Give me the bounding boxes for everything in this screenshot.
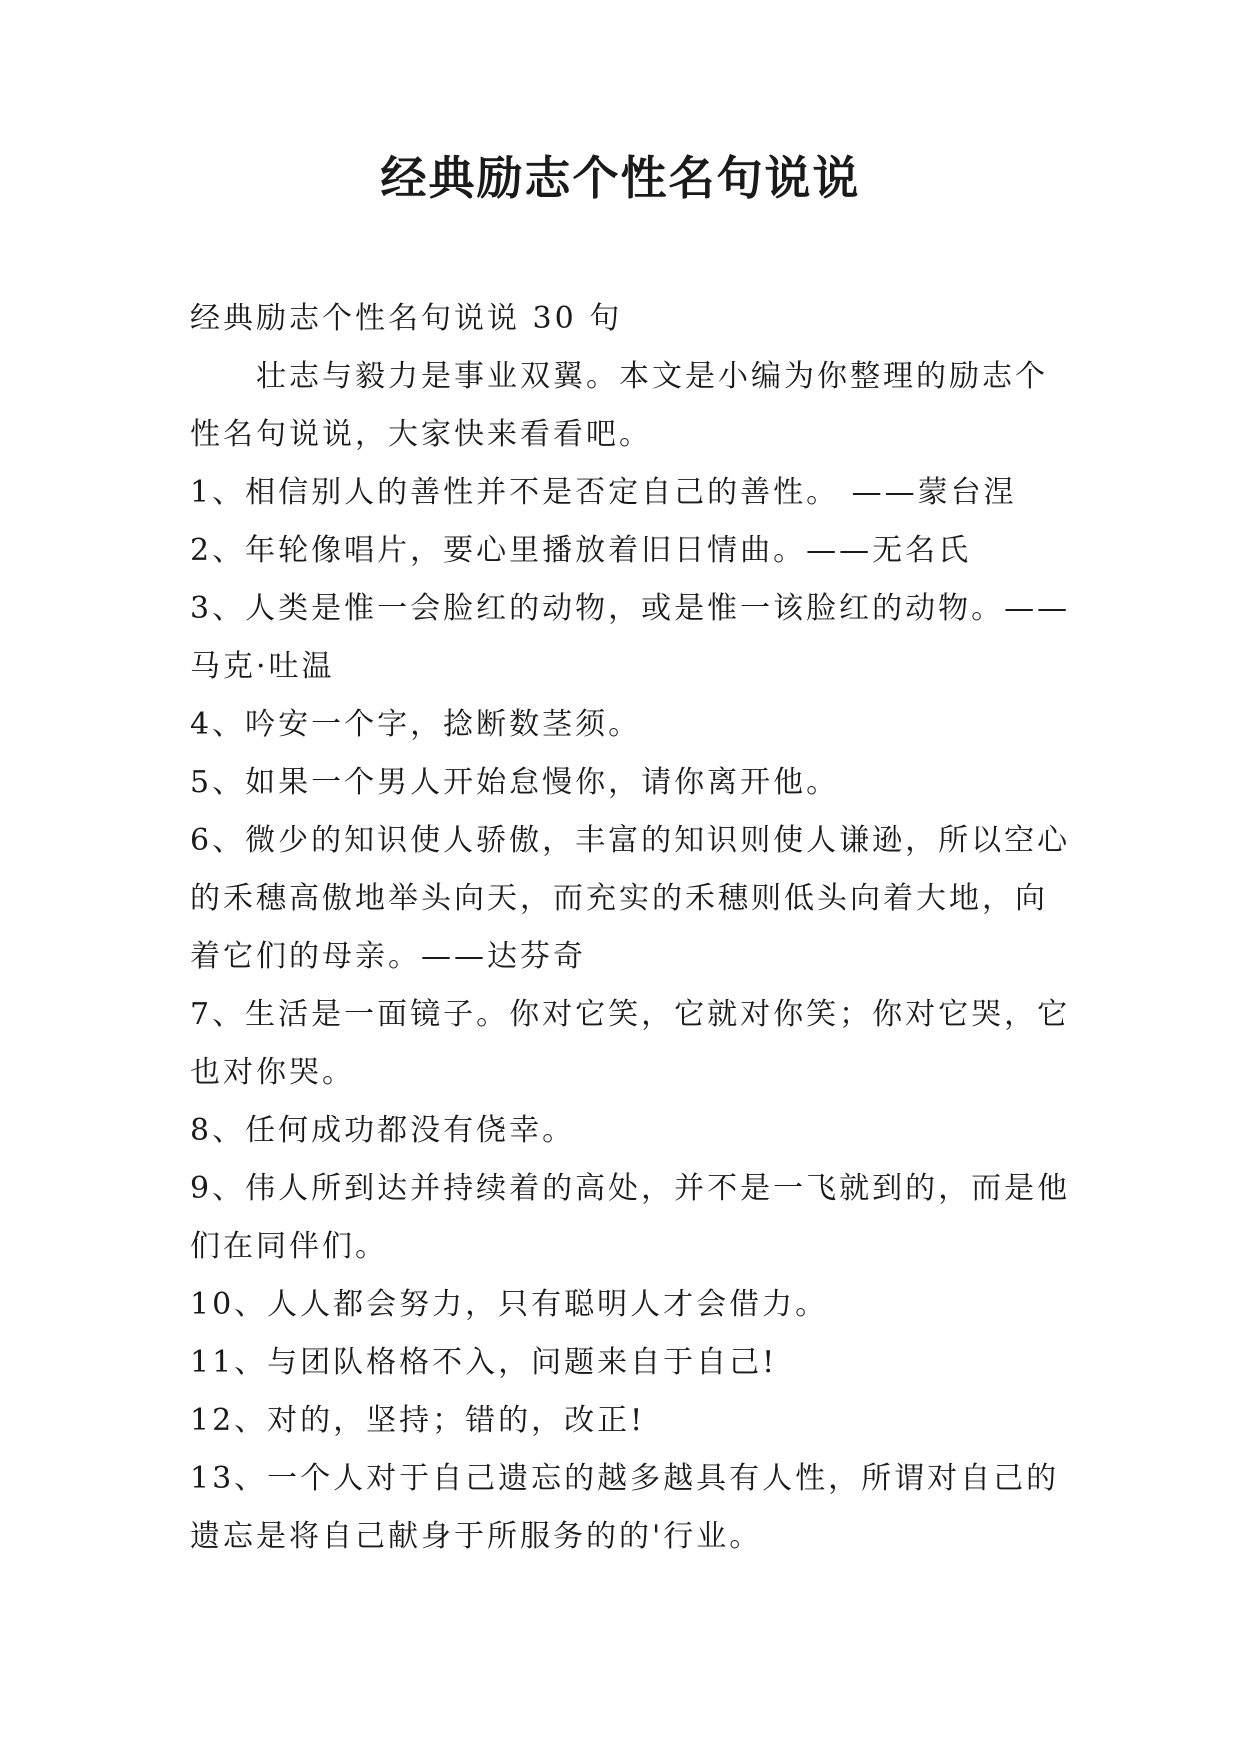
quote-item-6: 6、微少的知识使人骄傲，丰富的知识则使人谦逊，所以空心的禾穗高傲地举头向天，而充实的禾穗则低头向着大地，向着它们的母亲。——达芬奇 [190,823,1071,974]
quote-item-8: 8、任何成功都没有侥幸。 [190,1113,576,1148]
quote-item-10: 10、人人都会努力，只有聪明人才会借力。 [190,1287,829,1322]
quote-item-11: 11、与团队格格不入，问题来自于自己! [190,1345,778,1380]
quote-item-4: 4、吟安一个字，捻断数茎须。 [190,707,642,742]
quote-item-13: 13、一个人对于自己遗忘的越多越具有人性，所谓对自己的遗忘是将自己献身于所服务的的'行业。 [190,1461,1060,1554]
document-subtitle: 经典励志个性名句说说 30 句 [190,301,623,336]
quote-item-3: 3、人类是惟一会脸红的动物，或是惟一该脸红的动物。——马克·吐温 [190,591,1071,684]
document-title: 经典励志个性名句说说 [380,151,861,205]
document-body [190,290,1075,1566]
quote-item-5: 5、如果一个男人开始怠慢你，请你离开他。 [190,765,840,800]
intro-paragraph: 壮志与毅力是事业双翼。本文是小编为你整理的励志个性名句说说，大家快来看看吧。 [190,359,1048,452]
quote-item-9: 9、伟人所到达并持续着的高处，并不是一飞就到的，而是他们在同伴们。 [190,1171,1071,1264]
quote-item-2: 2、年轮像唱片，要心里播放着旧日情曲。——无名氏 [190,533,972,568]
quote-item-7: 7、生活是一面镜子。你对它笑，它就对你笑；你对它哭，它也对你哭。 [190,997,1071,1090]
quote-item-12: 12、对的，坚持；错的，改正! [190,1403,646,1438]
quote-item-1: 1、相信别人的善性并不是否定自己的善性。 ——蒙台涅 [190,475,1017,510]
